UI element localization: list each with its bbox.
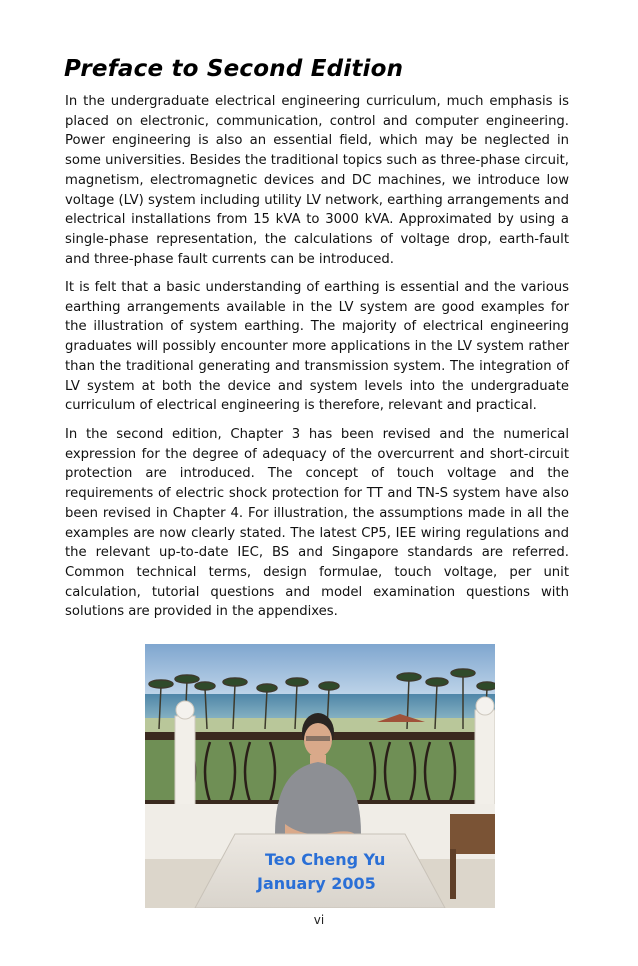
author-photo [145,644,495,908]
paragraph-3: In the second edition, Chapter 3 has been revised and the numerical expression for the degree of adequacy of the overcurrent and short-circuit protection are introduced. The concept of touch voltage and the requirements of electric shock protection for TT and TN-S system have also been revised in Chapter 4. For illustration, the assumptions made in all the examples are now clearly stated. The latest CP5, IEE wiring regulations and the relevant up-to-date IEC, BS and Singapore standards are referred. Common technical terms, design formulae, touch voltage, per unit calculation, tutorial questions and model examination questions with solutions are provided in the appendixes. [65,427,569,620]
page-title: Preface to Second Edition [64,56,404,82]
paragraph-1: In the undergraduate electrical engineering curriculum, much emphasis is placed on electronic, communication, control and computer engineering. Power engineering is also an essential field, which may be neglected in some universities. Besides the traditional topics such as three-phase circuit, magnetism, electromagnetic devices and DC machines, we introduce low voltage (LV) system including utility LV network, earthing arrangements and electrical installations from 15 kVA to 3000 kVA. Approximated by using a single-phase representation, the calculations of voltage drop, earth-fault and three-phase fault currents can be introduced. [65,94,569,267]
page-number: vi [313,913,325,927]
photo-caption-date: January 2005 [257,874,376,893]
photo-caption-name: Teo Cheng Yu [265,850,386,869]
paragraph-2: It is felt that a basic understanding of earthing is essential and the various earthing arrangements available in the LV system are good examples for the illustration of system earthing. The majority of electrical engineering graduates will possibly encounter more applications in the LV system rather than the traditional generating and transmission system. The integration of LV system at both the device and system levels into the undergraduate curriculum of electrical engineering is therefore, relevant and practical. [65,280,569,414]
